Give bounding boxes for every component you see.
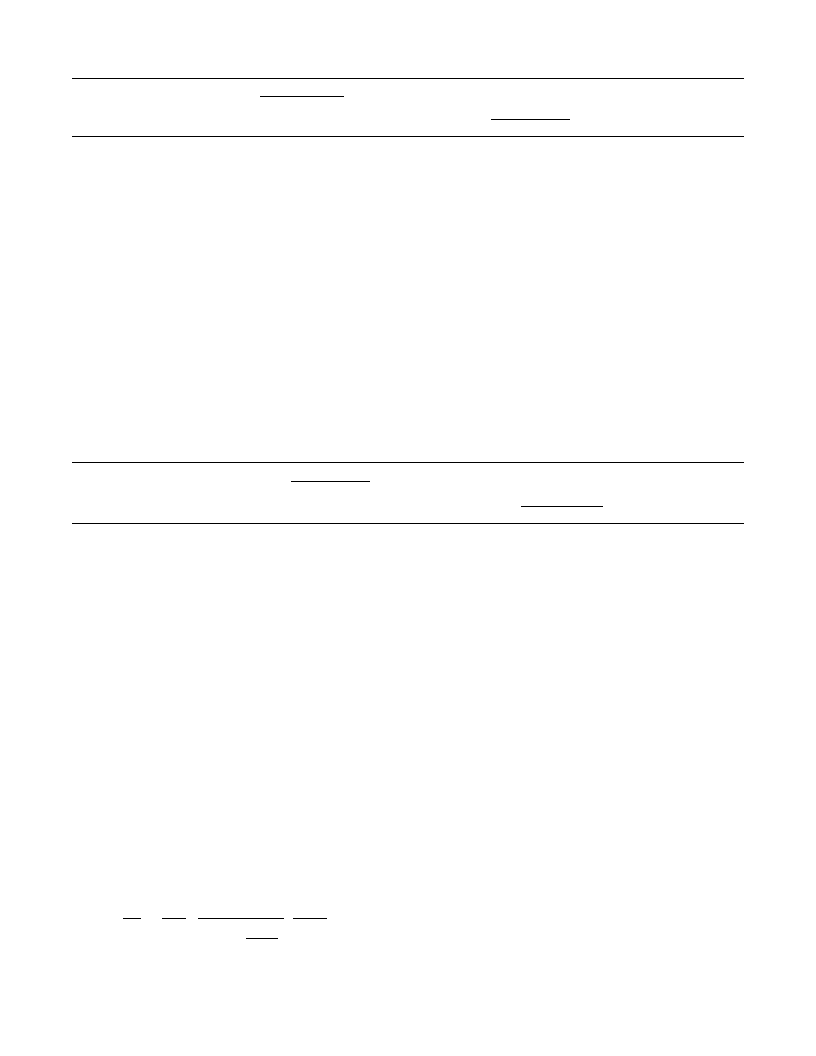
block-2-fraction-bar-1 bbox=[291, 481, 370, 482]
bottom-fraction-bar-3 bbox=[198, 918, 284, 919]
block-1-bottom-rule bbox=[72, 136, 744, 137]
block-1-top-rule bbox=[72, 78, 744, 79]
bottom-fraction-bar-1 bbox=[123, 918, 141, 919]
block-1-fraction-bar-1 bbox=[260, 96, 344, 97]
block-2-bottom-rule bbox=[72, 523, 744, 524]
block-2-top-rule bbox=[72, 462, 744, 463]
block-2-fraction-bar-2 bbox=[521, 506, 603, 507]
bottom-fraction-bar-2 bbox=[162, 918, 186, 919]
bottom-fraction-bar-4 bbox=[293, 918, 327, 919]
bottom-fraction-bar-5 bbox=[246, 938, 278, 939]
block-1-fraction-bar-2 bbox=[491, 119, 570, 120]
